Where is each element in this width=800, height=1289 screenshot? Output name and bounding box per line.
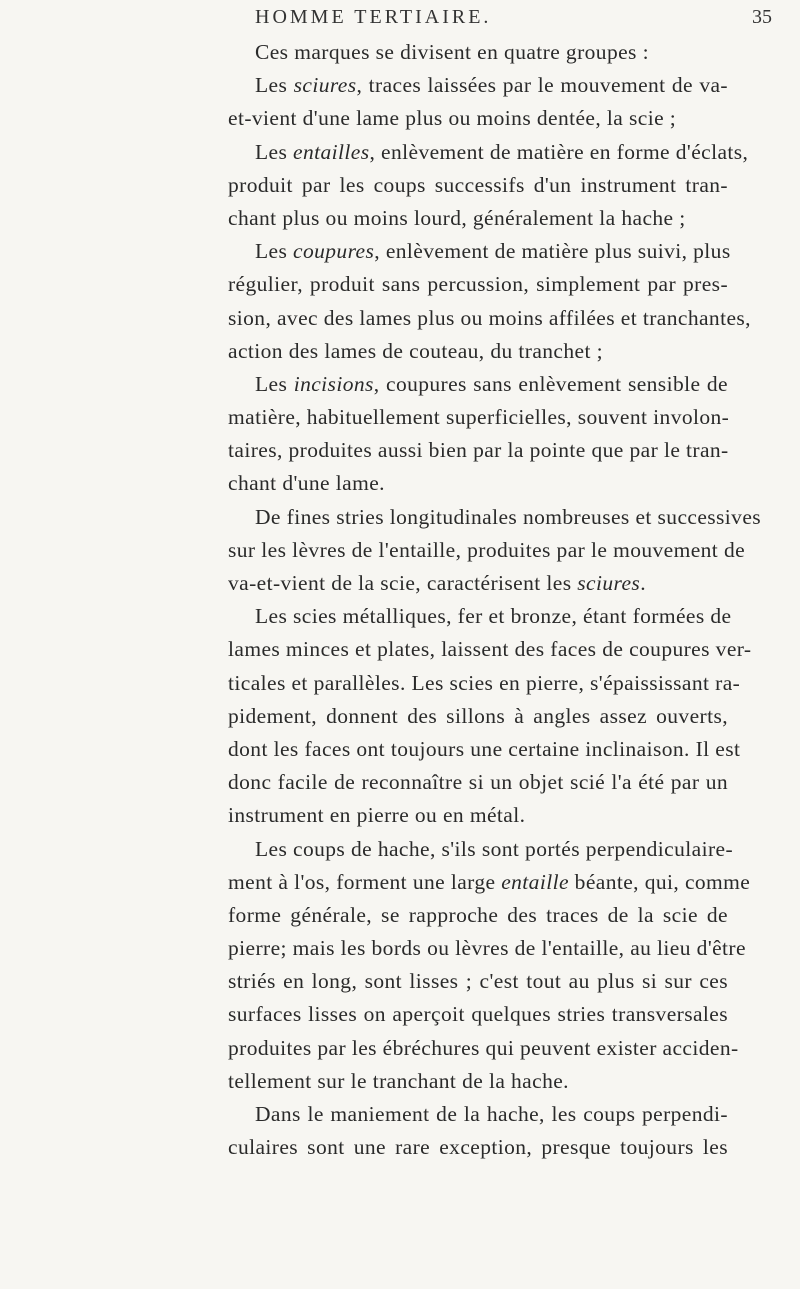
text-line: sion, avec des lames plus ou moins affilées et tranchantes, (228, 305, 751, 330)
text-line: culaires sont une rare exception, presque toujours les (228, 1135, 728, 1160)
text-line (228, 368, 728, 401)
text-line: De fines stries longitudinales nombreuses et successives (255, 504, 762, 529)
text-line (228, 69, 728, 102)
text-line (228, 866, 751, 899)
text-segment: Les (255, 239, 294, 264)
text-line: produit par les coups successifs d'un instrument tran- (228, 172, 728, 197)
text-segment: va-et-vient de la scie, caractérisent les (228, 571, 578, 595)
text-line (228, 567, 728, 600)
text-line: Ces marques se divisent en quatre groupes : (255, 40, 649, 64)
text-line: striés en long, sont lisses ; c'est tout au plus si sur ces (228, 969, 728, 994)
text-line (228, 235, 731, 268)
running-title: HOMME TERTIAIRE. (255, 6, 492, 28)
text-line: Les scies métalliques, fer et bronze, étant formées de (255, 604, 732, 629)
text-line: matière, habituellement superficielles, souvent involon- (228, 405, 730, 430)
text-line: action des lames de couteau, du tranchet ; (228, 338, 603, 363)
emphasized-term: entailles (293, 139, 370, 164)
page-header (0, 0, 800, 40)
text-segment: ment à l'os, forment une large (228, 869, 502, 894)
page-number: 35 (752, 6, 772, 28)
text-segment: , enlèvement de matière plus suivi, plus (374, 239, 731, 264)
text-segment: Les (255, 371, 294, 396)
text-line: lames minces et plates, laissent des faces de coupures ver- (228, 637, 752, 662)
text-line: Les coups de hache, s'ils sont portés perpendiculaire- (255, 836, 734, 861)
text-line: dont les faces ont toujours une certaine inclinaison. Il est (228, 736, 741, 761)
text-line: régulier, produit sans percussion, simplement par pres- (228, 272, 728, 297)
text-line: pierre; mais les bords ou lèvres de l'entaille, au lieu d'être (228, 936, 746, 961)
emphasized-term: entaille (501, 869, 569, 894)
text-line (228, 136, 749, 169)
text-line: pidement, donnent des sillons à angles assez ouverts, (228, 703, 728, 728)
text-line: surfaces lisses on aperçoit quelques stries transversales (228, 1002, 728, 1027)
text-line: forme générale, se rapproche des traces de la scie de (228, 902, 728, 927)
text-line: instrument en pierre ou en métal. (228, 803, 526, 828)
text-segment: Les (255, 139, 294, 164)
text-segment: béante, qui, comme (568, 869, 751, 894)
text-segment: Les (255, 73, 294, 98)
text-line: et-vient d'une lame plus ou moins dentée, la scie ; (228, 106, 677, 131)
emphasized-term: coupures (293, 239, 375, 264)
text-line: Dans le maniement de la hache, les coups perpendi- (255, 1102, 728, 1126)
text-line: chant d'une lame. (228, 471, 385, 496)
text-line: sur les lèvres de l'entaille, produites par le mouvement de (228, 537, 746, 562)
emphasized-term: sciures (577, 571, 641, 595)
body-text (228, 36, 762, 1164)
text-line: chant plus ou moins lourd, généralement la hache ; (228, 205, 686, 230)
text-line: tellement sur le tranchant de la hache. (228, 1068, 569, 1093)
text-segment: , traces laissées par le mouvement de va- (356, 73, 728, 98)
text-line: taires, produites aussi bien par la pointe que par le tran- (228, 438, 729, 463)
text-line: donc facile de reconnaître si un objet scié l'a été par un (228, 770, 728, 795)
text-segment: , coupures sans enlèvement sensible de (373, 371, 728, 396)
text-line: ticales et parallèles. Les scies en pierre, s'épaississant ra- (228, 670, 741, 695)
emphasized-term: incisions (293, 371, 374, 396)
text-segment: , enlèvement de matière en forme d'éclats, (369, 139, 749, 164)
emphasized-term: sciures (293, 73, 357, 98)
text-line: produites par les ébréchures qui peuvent exister acciden- (228, 1035, 739, 1060)
text-segment: . (640, 571, 646, 595)
